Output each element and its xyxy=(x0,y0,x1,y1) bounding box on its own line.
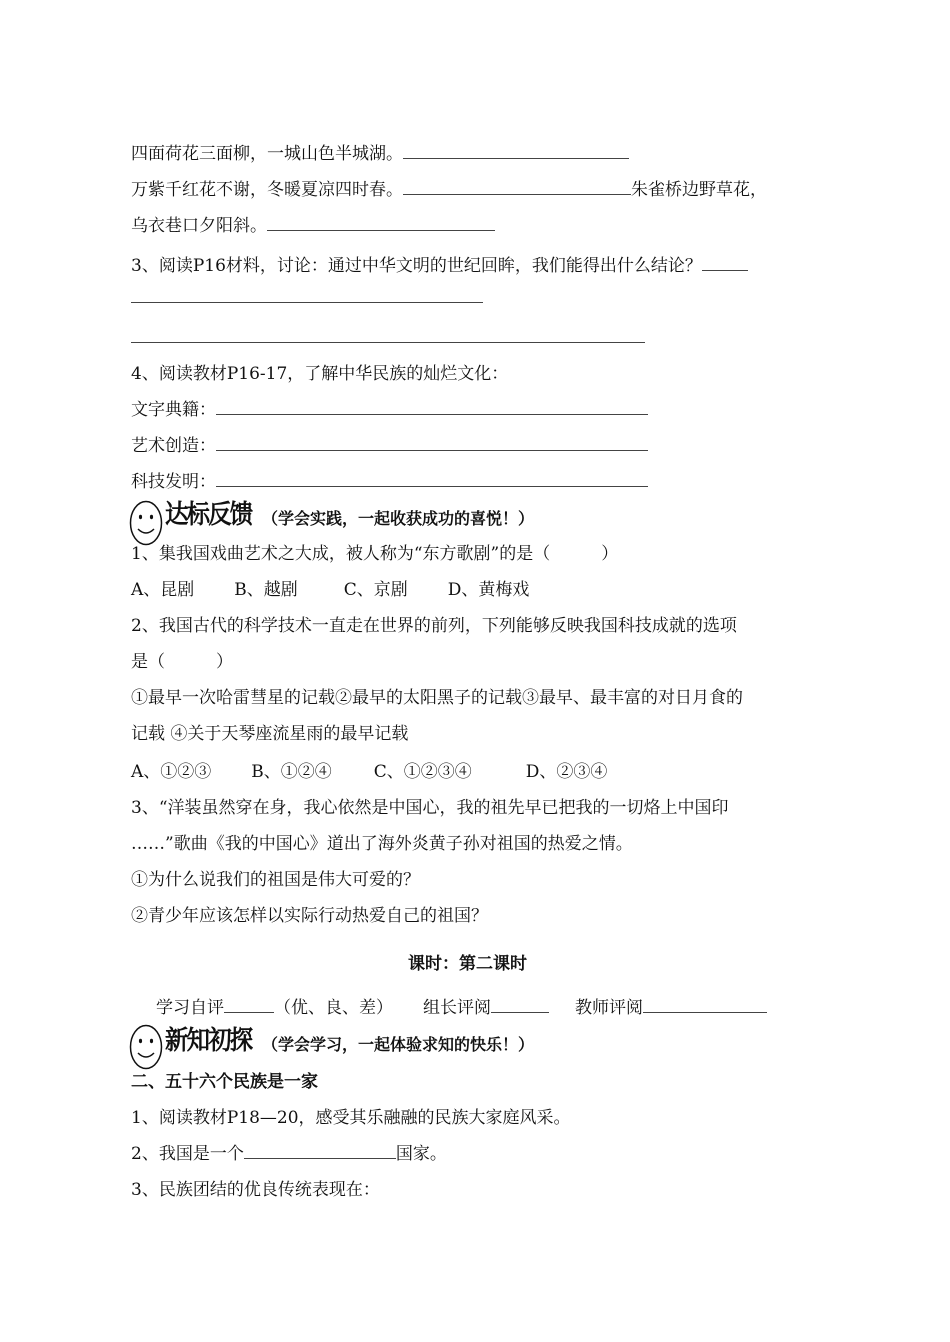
option[interactable]: B、越剧 xyxy=(234,580,298,600)
section-heading: 新知初探 xyxy=(165,1026,252,1056)
mc-options-1 xyxy=(131,578,529,602)
mc-question-1: 1、集我国戏曲艺术之大成，被人称为“东方歌剧”的是（ ） xyxy=(131,544,619,564)
answer-blank[interactable] xyxy=(403,142,629,159)
teacher-eval-label: 教师评阅 xyxy=(575,998,643,1018)
answer-line[interactable] xyxy=(131,302,483,303)
mc-question-2-line1: 2、我国古代的科学技术一直走在世界的前列，下列能够反映我国科技成就的选项 xyxy=(131,616,737,636)
mc-question-2-line2: 是（ ） xyxy=(131,652,233,672)
answer-blank[interactable] xyxy=(702,254,748,271)
answer-blank[interactable] xyxy=(244,1142,396,1159)
item-3: 3、民族团结的优良传统表现在： xyxy=(131,1180,380,1200)
poem-text: 万紫千红花不谢，冬暖夏凉四时春。 xyxy=(131,180,403,200)
option[interactable]: B、①②④ xyxy=(251,762,332,782)
poem-line-3 xyxy=(131,214,495,238)
grades-label: （优、良、差） xyxy=(274,998,393,1018)
option[interactable]: D、黄梅戏 xyxy=(447,580,530,600)
section-subtitle: （学会实践，一起收获成功的喜悦！） xyxy=(262,509,535,528)
question-text: 3、阅读P16材料，讨论：通过中华文明的世纪回眸，我们能得出什么结论？ xyxy=(131,256,702,276)
teacher-eval-field[interactable] xyxy=(643,996,767,1013)
option[interactable]: D、②③④ xyxy=(525,762,608,782)
self-eval-label: 学习自评 xyxy=(156,998,224,1018)
item-text: 国家。 xyxy=(395,1144,447,1164)
answer-blank[interactable] xyxy=(267,214,495,231)
item-label: 艺术创造： xyxy=(131,436,216,456)
lesson-title: 课时：第二课时 xyxy=(408,954,527,974)
option[interactable]: C、京剧 xyxy=(343,580,408,600)
option[interactable]: A、①②③ xyxy=(131,762,212,782)
question-3-sub2: ②青少年应该怎样以实际行动热爱自己的祖国？ xyxy=(131,906,488,926)
question-3 xyxy=(131,254,748,278)
culture-item-art xyxy=(131,434,648,458)
question-4-title: 4、阅读教材P16-17，了解中华民族的灿烂文化： xyxy=(131,364,509,384)
question-3-line2: ……”歌曲《我的中国心》道出了海外炎黄子孙对祖国的热爱之情。 xyxy=(131,834,633,854)
poem-text: 乌衣巷口夕阳斜。 xyxy=(131,216,267,236)
option[interactable]: A、昆剧 xyxy=(131,580,195,600)
poem-text: 朱雀桥边野草花， xyxy=(631,180,767,200)
smiley-icon xyxy=(129,1024,163,1070)
option[interactable]: C、①②③④ xyxy=(373,762,472,782)
item-label: 科技发明： xyxy=(131,472,216,492)
question-3-sub1: ①为什么说我们的祖国是伟大可爱的？ xyxy=(131,870,420,890)
question-3-line1: 3、“洋装虽然穿在身，我心依然是中国心，我的祖先早已把我的一切烙上中国印 xyxy=(131,798,729,818)
mc-question-2-line3: ①最早一次哈雷彗星的记载②最早的太阳黑子的记载③最早、最丰富的对日月食的 xyxy=(131,688,743,708)
part-title: 二、五十六个民族是一家 xyxy=(131,1072,318,1092)
item-1: 1、阅读教材P18—20，感受其乐融融的民族大家庭风采。 xyxy=(131,1108,571,1128)
item-text: 2、我国是一个 xyxy=(131,1144,244,1164)
culture-item-text xyxy=(131,398,648,422)
poem-line-1 xyxy=(131,142,629,166)
mc-question-2-line4: 记载 ④关于天琴座流星雨的最早记载 xyxy=(131,724,409,744)
leader-eval-label: 组长评阅 xyxy=(423,998,491,1018)
answer-line[interactable] xyxy=(131,342,645,343)
answer-blank[interactable] xyxy=(216,434,648,451)
culture-item-tech xyxy=(131,470,648,494)
answer-blank[interactable] xyxy=(216,470,648,487)
mc-options-2 xyxy=(131,760,607,784)
leader-eval-field[interactable] xyxy=(491,996,549,1013)
answer-blank[interactable] xyxy=(403,178,631,195)
section-heading: 达标反馈 xyxy=(165,500,252,530)
section-subtitle: （学会学习，一起体验求知的快乐！） xyxy=(262,1035,535,1054)
smiley-icon xyxy=(129,500,163,546)
poem-line-2 xyxy=(131,178,767,202)
answer-blank[interactable] xyxy=(216,398,648,415)
poem-text: 四面荷花三面柳，一城山色半城湖。 xyxy=(131,144,403,164)
item-label: 文字典籍： xyxy=(131,400,216,420)
evaluation-row xyxy=(156,996,767,1020)
item-2 xyxy=(131,1142,447,1166)
self-eval-field[interactable] xyxy=(224,996,274,1013)
